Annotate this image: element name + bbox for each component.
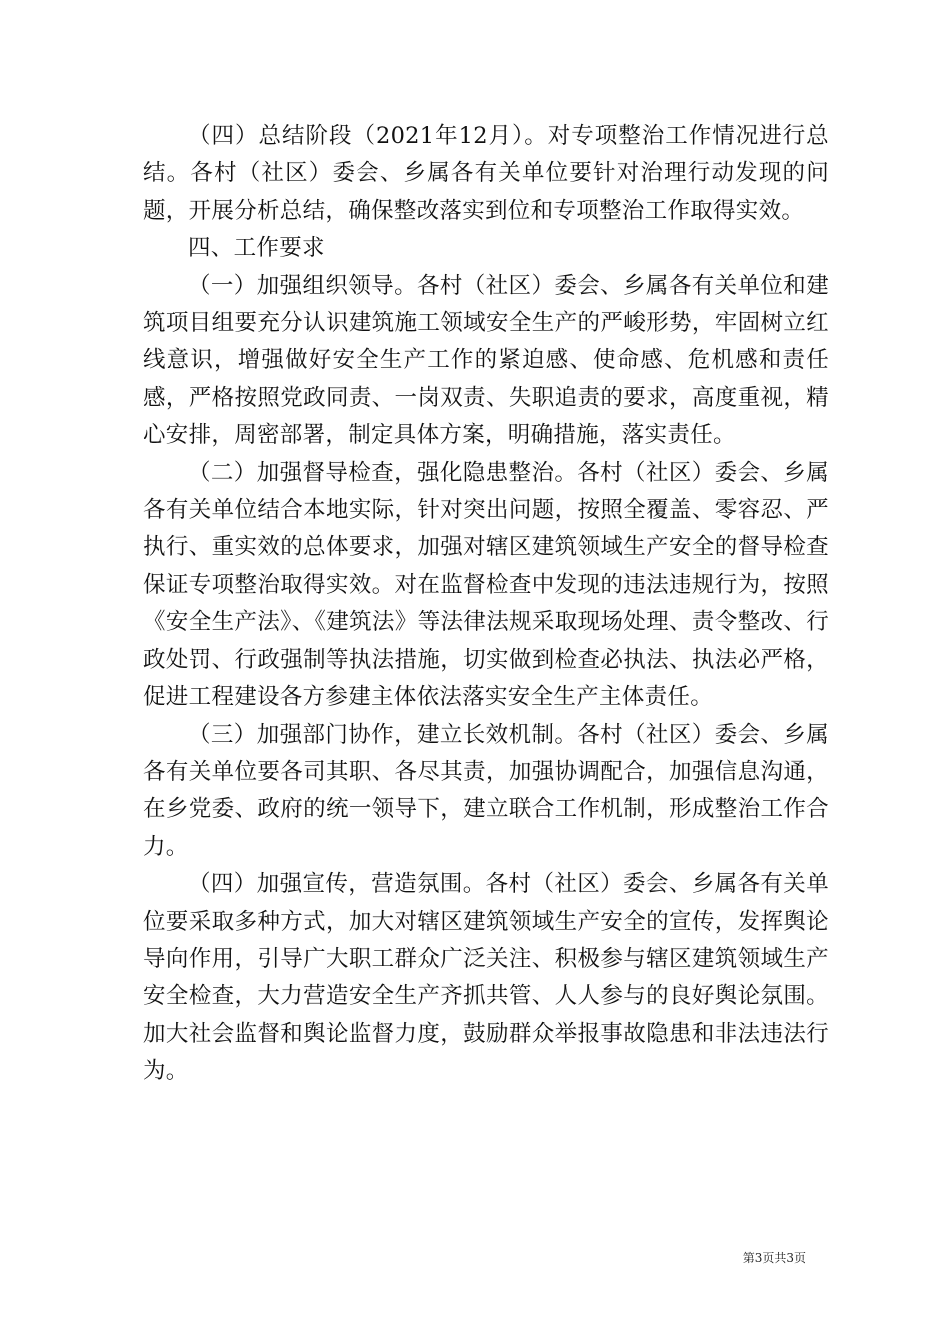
document-body bbox=[143, 118, 829, 1091]
paragraph-organization-leadership: （一）加强组织领导。各村（社区）委会、乡属各有关单位和建筑项目组要充分认识建筑施工领域安全生产的严峻形势，牢固树立红线意识，增强做好安全生产工作的紧迫感、使命感、危机感和责任感，严格按照党政同责、一岗双责、失职追责的要求，高度重视，精心安排，周密部署，制定具体方案，明确措施，落实责任。 bbox=[143, 272, 829, 449]
paragraph-supervision-inspection: （二）加强督导检查，强化隐患整治。各村（社区）委会、乡属各有关单位结合本地实际，针对突出问题，按照全覆盖、零容忍、严执行、重实效的总体要求，加强对辖区建筑领域生产安全的督导检查保证专项整治取得实效。对在监督检查中发现的违法违规行为，按照《安全生产法》、《建筑法》等法律法规采取现场处理、责令整改、行政处罚、行政强制等执法措施，切实做到检查必执法、执法必严格，促进工程建设各方参建主体依法落实安全生产主体责任。 bbox=[143, 459, 829, 711]
paragraph-department-cooperation: （三）加强部门协作，建立长效机制。各村（社区）委会、乡属各有关单位要各司其职、各尽其责，加强协调配合，加强信息沟通，在乡党委、政府的统一领导下，建立联合工作机制，形成整治工作合力。 bbox=[143, 721, 829, 860]
page-number: 第3页共3页 bbox=[742, 1251, 806, 1265]
section-heading-work-requirements: 四、工作要求 bbox=[188, 235, 325, 262]
paragraph-publicity: （四）加强宣传，营造氛围。各村（社区）委会、乡属各有关单位要采取多种方式，加大对辖区建筑领域生产安全的宣传，发挥舆论导向作用，引导广大职工群众广泛关注、积极参与辖区建筑领域生产安全检查，大力营造安全生产齐抓共管、人人参与的良好舆论氛围。加大社会监督和舆论监督力度，鼓励群众举报事故隐患和非法违法行为。 bbox=[143, 871, 829, 1085]
paragraph-summary-stage: （四）总结阶段（2021年12月）。对专项整治工作情况进行总结。各村（社区）委会、乡属各有关单位要针对治理行动发现的问题，开展分析总结，确保整改落实到位和专项整治工作取得实效。 bbox=[143, 123, 829, 224]
